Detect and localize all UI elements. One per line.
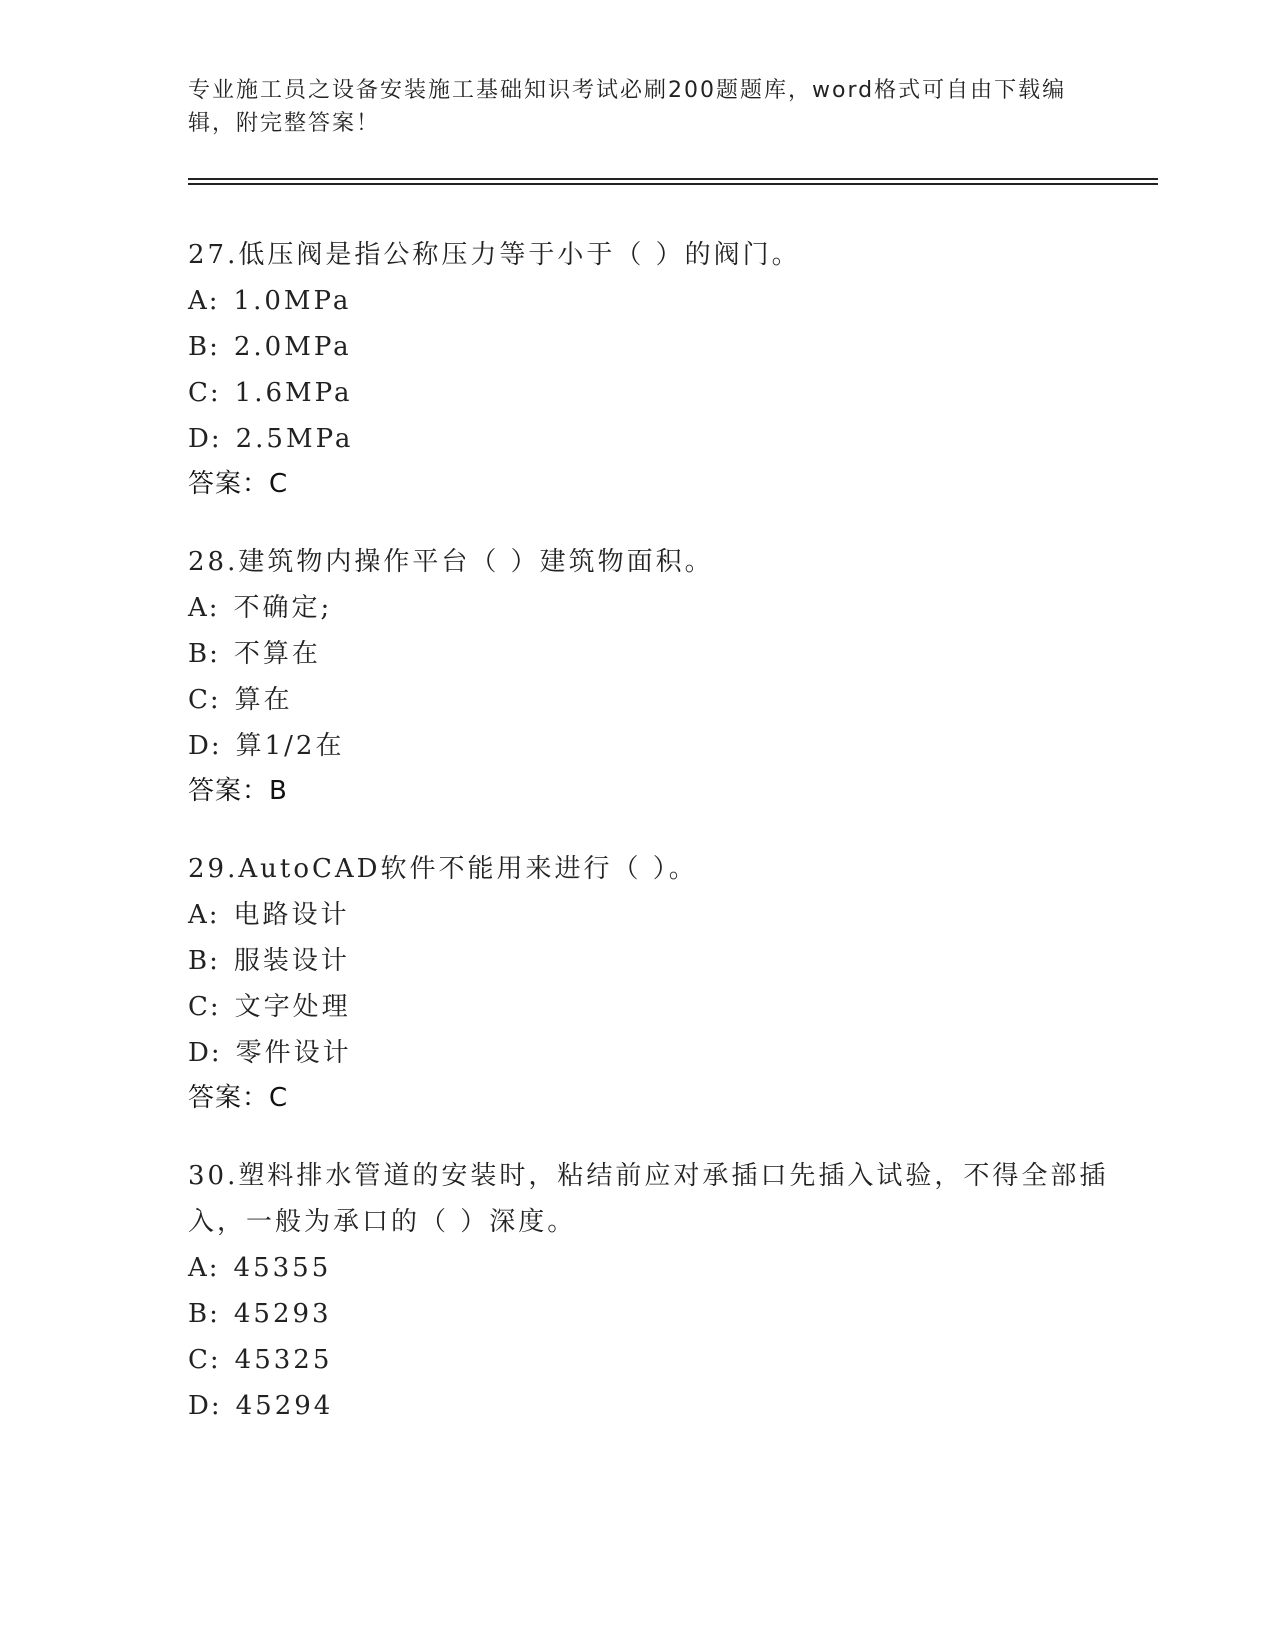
answer-line: 答案：C: [188, 1083, 289, 1113]
option-d: [188, 723, 1128, 769]
option-text: 1.6MPa: [234, 378, 353, 408]
option-letter: B:: [188, 332, 220, 362]
option-b: [188, 938, 1128, 984]
option-letter: D:: [188, 731, 222, 761]
question-list: [188, 232, 1128, 1462]
option-text: 服装设计: [233, 946, 350, 976]
option-letter: B:: [188, 1299, 220, 1329]
option-text: 1.0MPa: [233, 286, 352, 316]
option-b: [188, 631, 1128, 677]
option-text: 不算在: [233, 639, 321, 669]
option-a: [188, 892, 1128, 938]
option-text: 2.5MPa: [235, 424, 354, 454]
option-c: [188, 984, 1128, 1030]
option-letter: D:: [188, 1038, 222, 1068]
answer-line: 答案：B: [188, 776, 288, 806]
option-c: [188, 370, 1128, 416]
option-d: [188, 416, 1128, 462]
question-29: [188, 846, 1128, 1120]
option-letter: A:: [188, 286, 220, 316]
option-letter: B:: [188, 639, 220, 669]
option-text: 算在: [234, 685, 293, 715]
question-stem: 29.AutoCAD软件不能用来进行（ ）。: [188, 854, 698, 884]
option-letter: C:: [188, 378, 221, 408]
header-divider-top: [188, 178, 1158, 180]
question-28: [188, 539, 1128, 813]
option-text: 45293: [233, 1299, 332, 1329]
question-27: [188, 232, 1128, 506]
option-letter: D:: [188, 424, 222, 454]
answer-line: 答案：C: [188, 469, 289, 499]
option-text: 电路设计: [233, 900, 350, 930]
option-text: 45355: [233, 1253, 332, 1283]
option-letter: C:: [188, 992, 221, 1022]
option-text: 2.0MPa: [233, 332, 352, 362]
option-text: 45325: [234, 1345, 333, 1375]
option-c: [188, 677, 1128, 723]
option-a: [188, 278, 1128, 324]
option-a: [188, 585, 1128, 631]
option-letter: C:: [188, 685, 221, 715]
option-letter: B:: [188, 946, 220, 976]
option-text: 45294: [235, 1391, 334, 1421]
option-d: [188, 1383, 1128, 1429]
question-stem: 27.低压阀是指公称压力等于小于（ ）的阀门。: [188, 240, 801, 270]
question-stem: 28.建筑物内操作平台（ ）建筑物面积。: [188, 547, 714, 577]
option-b: [188, 324, 1128, 370]
option-text: 文字处理: [234, 992, 351, 1022]
header-divider-bottom: [188, 183, 1158, 185]
question-30: [188, 1153, 1128, 1429]
option-text: 零件设计: [235, 1038, 352, 1068]
document-header: 专业施工员之设备安装施工基础知识考试必刷200题题库，word格式可自由下载编辑，附完整答案！: [188, 78, 1067, 136]
option-b: [188, 1291, 1128, 1337]
option-text: 算1/2在: [235, 731, 345, 761]
question-stem: 30.塑料排水管道的安装时，粘结前应对承插口先插入试验，不得全部插入，一般为承口的（ ）深度。: [188, 1161, 1109, 1237]
option-letter: A:: [188, 1253, 220, 1283]
option-text: 不确定;: [233, 593, 333, 623]
option-a: [188, 1245, 1128, 1291]
option-letter: C:: [188, 1345, 221, 1375]
option-c: [188, 1337, 1128, 1383]
option-letter: A:: [188, 593, 220, 623]
option-letter: A:: [188, 900, 220, 930]
option-d: [188, 1030, 1128, 1076]
option-letter: D:: [188, 1391, 222, 1421]
